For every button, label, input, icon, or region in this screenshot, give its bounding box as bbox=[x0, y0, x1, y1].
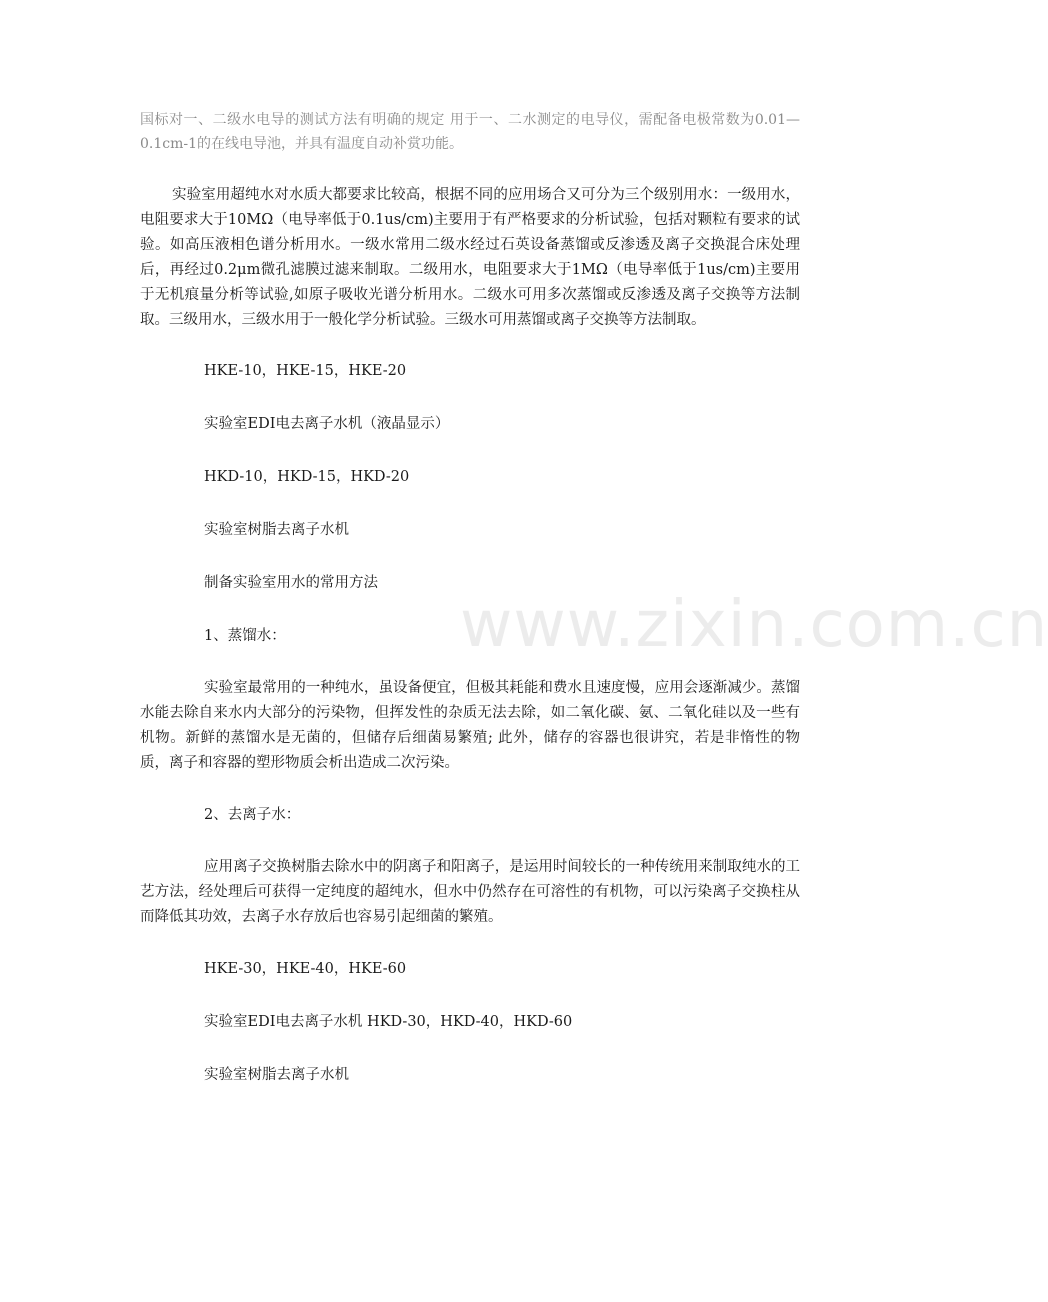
document-body bbox=[140, 108, 800, 1088]
watermark: www.zixin.com.cn bbox=[460, 588, 1048, 662]
model-line-hke-small: HKE-10，HKE-15，HKE-20 bbox=[204, 363, 407, 379]
product-line-edi: 实验室EDI电去离子水机（液晶显示） bbox=[204, 416, 450, 432]
intro-paragraph: 国标对一、二级水电导的测试方法有明确的规定 用于一、二水测定的电导仪，需配备电极常数为0.01—0.1cm-1的在线电导池，并具有温度自动补赏功能。 bbox=[140, 112, 800, 152]
model-line-hke-large: HKE-30，HKE-40，HKE-60 bbox=[204, 961, 407, 977]
product-line-resin-large: 实验室树脂去离子水机 bbox=[204, 1067, 349, 1083]
product-line-resin: 实验室树脂去离子水机 bbox=[204, 522, 349, 538]
distilled-water-heading: 1、蒸馏水： bbox=[204, 628, 286, 644]
deionized-water-paragraph: 应用离子交换树脂去除水中的阴离子和阳离子，是运用时间较长的一种传统用来制取纯水的工艺方法，经处理后可获得一定纯度的超纯水，但水中仍然存在可溶性的有机物，可以污染离子交换柱从而降低其功效，去离子水存放后也容易引起细菌的繁殖。 bbox=[140, 859, 800, 925]
model-line-hkd-small: HKD-10，HKD-15，HKD-20 bbox=[204, 469, 410, 485]
distilled-water-paragraph: 实验室最常用的一种纯水，虽设备便宜，但极其耗能和费水且速度慢，应用会逐渐减少。蒸馏水能去除自来水内大部分的污染物，但挥发性的杂质无法去除，如二氧化碳、氨、二氧化硅以及一些有机物。新鲜的蒸馏水是无菌的，但储存后细菌易繁殖; 此外，储存的容器也很讲究，若是非惰性的物质，离子和容器的塑形物质会析出造成二次污染。 bbox=[140, 680, 800, 771]
deionized-water-heading: 2、去离子水： bbox=[204, 807, 301, 823]
methods-heading: 制备实验室用水的常用方法 bbox=[204, 575, 378, 591]
water-grades-paragraph: 实验室用超纯水对水质大都要求比较高，根据不同的应用场合又可分为三个级别用水：一级用水，电阻要求大于10MΩ（电导率低于0.1us/cm)主要用于有严格要求的分析试验，包括对颗粒有要求的试验。如高压液相色谱分析用水。一级水常用二级水经过石英设备蒸馏或反渗透及离子交换混合床处理后，再经过0.2μm微孔滤膜过滤来制取。二级用水，电阻要求大于1MΩ（电导率低于1us/cm)主要用于无机痕量分析等试验,如原子吸收光谱分析用水。二级水可用多次蒸馏或反渗透及离子交换等方法制取。三级用水，三级水用于一般化学分析试验。三级水可用蒸馏或离子交换等方法制取。 bbox=[140, 187, 800, 328]
product-line-edi-large: 实验室EDI电去离子水机 HKD-30，HKD-40，HKD-60 bbox=[204, 1014, 573, 1030]
